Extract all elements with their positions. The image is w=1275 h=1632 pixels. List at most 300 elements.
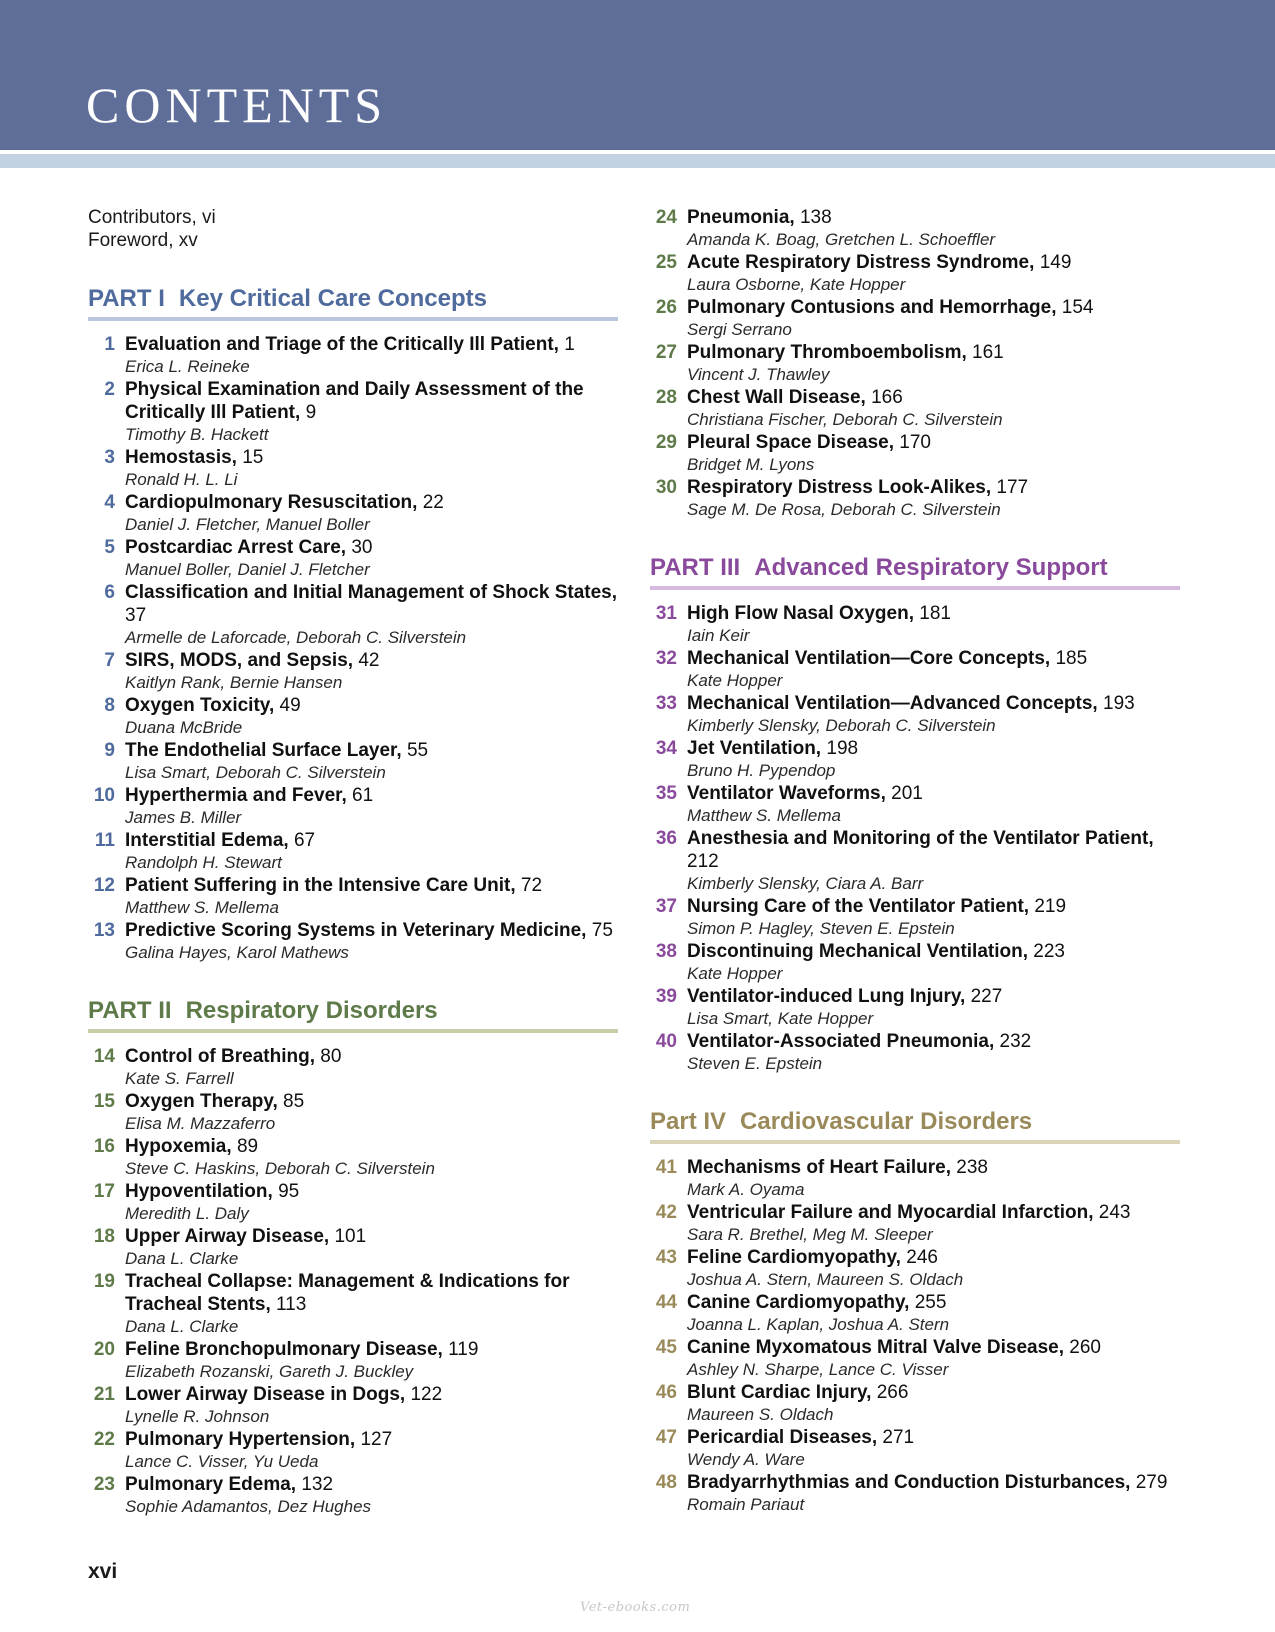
chapter-page: 42 — [358, 650, 380, 671]
chapter-title: Lower Airway Disease in Dogs, — [125, 1384, 406, 1405]
chapter-entry[interactable] — [88, 649, 618, 694]
chapter-authors: Ashley N. Sharpe, Lance C. Visser — [687, 1360, 949, 1379]
chapter-title: Canine Myxomatous Mitral Valve Disease, — [687, 1337, 1064, 1358]
chapter-page: 30 — [351, 537, 373, 558]
chapter-entry[interactable] — [650, 1246, 1180, 1291]
chapter-entry[interactable] — [650, 1336, 1180, 1381]
chapter-number: 46 — [655, 1382, 677, 1403]
part-section — [88, 284, 618, 964]
chapter-title-line — [125, 536, 618, 559]
chapter-page: 177 — [996, 477, 1029, 498]
chapter-authors: Mark A. Oyama — [687, 1180, 805, 1199]
chapter-title-line — [125, 1090, 618, 1113]
chapter-page: 9 — [305, 402, 317, 423]
chapter-number: 11 — [94, 830, 115, 851]
chapter-title-line — [687, 602, 1180, 625]
chapter-number: 20 — [93, 1339, 115, 1360]
chapter-entry[interactable] — [88, 874, 618, 919]
chapter-number: 24 — [655, 207, 677, 228]
chapter-number: 9 — [104, 740, 115, 761]
chapter-title-line — [687, 296, 1180, 319]
chapter-title-line — [687, 1246, 1180, 1269]
chapter-entry[interactable] — [650, 985, 1180, 1030]
chapter-authors: Galina Hayes, Karol Mathews — [125, 943, 349, 962]
chapter-authors: Lynelle R. Johnson — [125, 1407, 270, 1426]
chapter-entry[interactable] — [650, 251, 1180, 296]
chapter-authors: Timothy B. Hackett — [125, 425, 269, 444]
chapter-authors: Christiana Fischer, Deborah C. Silverstein — [687, 410, 1003, 429]
chapter-title-line — [687, 692, 1180, 715]
chapter-page: 243 — [1098, 1202, 1131, 1223]
chapter-page: 219 — [1034, 896, 1067, 917]
chapter-title: Classification and Initial Management of Shock States, — [125, 582, 617, 603]
chapter-title: Feline Cardiomyopathy, — [687, 1247, 901, 1268]
chapter-title: Respiratory Distress Look-Alikes, — [687, 477, 992, 498]
chapter-entry[interactable] — [650, 1201, 1180, 1246]
chapter-entry[interactable] — [88, 784, 618, 829]
chapter-page: 49 — [279, 695, 301, 716]
chapter-title: Pneumonia, — [687, 207, 795, 228]
chapter-authors: Matthew S. Mellema — [125, 898, 279, 917]
chapter-entry[interactable] — [650, 476, 1180, 521]
chapter-title-line — [687, 940, 1180, 963]
page-title: CONTENTS — [86, 77, 388, 133]
chapter-title-line — [687, 827, 1180, 873]
chapter-authors: Matthew S. Mellema — [687, 806, 841, 825]
chapter-page: 238 — [956, 1157, 988, 1178]
chapter-title: Ventilator-Associated Pneumonia, — [687, 1031, 995, 1052]
chapter-entry[interactable] — [650, 1030, 1180, 1075]
front-matter-foreword[interactable]: Foreword, xv — [88, 230, 198, 251]
part-label: PART II — [88, 997, 172, 1024]
chapter-title-line — [125, 1135, 618, 1158]
chapter-authors: Kaitlyn Rank, Bernie Hansen — [125, 673, 343, 692]
chapter-entry[interactable] — [88, 829, 618, 874]
chapter-title: Tracheal Collapse: Management & Indications for Tracheal Stents, — [125, 1271, 570, 1315]
chapter-title-line — [125, 694, 618, 717]
chapter-number: 2 — [104, 379, 115, 400]
chapter-authors: Vincent J. Thawley — [687, 365, 830, 384]
chapter-number: 38 — [655, 941, 677, 962]
chapter-title: Pulmonary Thromboembolism, — [687, 342, 967, 363]
chapter-page: 138 — [799, 207, 832, 228]
chapter-entry[interactable] — [88, 1473, 618, 1518]
chapter-entry[interactable] — [650, 1291, 1180, 1336]
chapter-number: 39 — [655, 986, 677, 1007]
chapter-entry[interactable] — [650, 431, 1180, 476]
chapter-number: 16 — [93, 1136, 115, 1157]
chapter-authors: Sophie Adamantos, Dez Hughes — [125, 1497, 372, 1516]
part-heading — [650, 1107, 1180, 1144]
chapter-page: 127 — [360, 1429, 393, 1450]
chapter-number: 14 — [93, 1046, 115, 1067]
chapter-entry[interactable] — [88, 446, 618, 491]
chapter-entry[interactable] — [88, 739, 618, 784]
chapter-title: Mechanical Ventilation—Core Concepts, — [687, 648, 1051, 669]
chapter-title: Bradyarrhythmias and Conduction Disturbances, — [687, 1472, 1131, 1493]
chapter-authors: Lance C. Visser, Yu Ueda — [125, 1452, 319, 1471]
chapter-authors: Romain Pariaut — [687, 1495, 805, 1514]
chapter-title: Control of Breathing, — [125, 1046, 315, 1067]
chapter-title-line — [687, 1426, 1180, 1449]
chapter-title: Pulmonary Edema, — [125, 1474, 297, 1495]
chapter-entry[interactable] — [88, 694, 618, 739]
chapter-number: 15 — [93, 1091, 115, 1112]
chapter-page: 37 — [125, 605, 147, 626]
chapter-entry[interactable] — [88, 1180, 618, 1225]
chapter-number: 37 — [655, 896, 677, 917]
chapter-authors: Daniel J. Fletcher, Manuel Boller — [125, 515, 370, 534]
chapter-number: 34 — [655, 738, 677, 759]
chapter-entry[interactable] — [650, 296, 1180, 341]
chapter-entry[interactable] — [88, 536, 618, 581]
chapter-title-line — [687, 1336, 1180, 1359]
chapter-authors: Steve C. Haskins, Deborah C. Silverstein — [125, 1159, 435, 1178]
chapter-number: 29 — [655, 432, 677, 453]
part-heading — [88, 284, 618, 321]
chapter-page: 212 — [687, 851, 719, 872]
chapter-authors: Sergi Serrano — [687, 320, 792, 339]
chapter-number: 42 — [655, 1202, 677, 1223]
chapter-page: 166 — [871, 387, 903, 408]
chapter-page: 223 — [1033, 941, 1065, 962]
chapter-number: 48 — [655, 1472, 677, 1493]
chapter-page: 85 — [283, 1091, 305, 1112]
chapter-title-line — [687, 251, 1180, 274]
right-parts — [650, 206, 1180, 1516]
chapter-number: 21 — [93, 1384, 115, 1405]
chapter-page: 80 — [320, 1046, 342, 1067]
chapter-title: Oxygen Toxicity, — [125, 695, 275, 716]
chapter-title-line — [687, 1201, 1180, 1224]
chapter-page: 154 — [1061, 297, 1094, 318]
chapter-authors: Kate Hopper — [687, 671, 783, 690]
chapter-number: 27 — [655, 342, 677, 363]
chapter-number: 33 — [655, 693, 677, 714]
chapter-number: 25 — [655, 252, 677, 273]
chapter-number: 13 — [93, 920, 115, 941]
chapter-title: Hypoxemia, — [125, 1136, 232, 1157]
chapter-title-line — [687, 647, 1180, 670]
chapter-title: Chest Wall Disease, — [687, 387, 866, 408]
chapter-entry[interactable] — [88, 1428, 618, 1473]
chapter-entry[interactable] — [88, 378, 618, 446]
chapter-number: 3 — [104, 447, 115, 468]
chapter-authors: Kate S. Farrell — [125, 1069, 234, 1088]
chapter-title-line — [687, 431, 1180, 454]
chapter-title-line — [125, 1180, 618, 1203]
chapter-title: Hemostasis, — [125, 447, 237, 468]
chapter-entry[interactable] — [650, 206, 1180, 251]
chapter-page: 266 — [876, 1382, 909, 1403]
chapter-title: Predictive Scoring Systems in Veterinary Medicine, — [125, 920, 587, 941]
chapter-number: 17 — [93, 1181, 115, 1202]
chapter-page: 170 — [899, 432, 931, 453]
chapter-title-line — [125, 784, 618, 807]
front-matter-contributors[interactable]: Contributors, vi — [88, 207, 216, 228]
chapter-authors: Elizabeth Rozanski, Gareth J. Buckley — [125, 1362, 414, 1381]
chapter-number: 45 — [655, 1337, 677, 1358]
chapter-authors: Kimberly Slensky, Deborah C. Silverstein — [687, 716, 996, 735]
chapter-page: 149 — [1039, 252, 1072, 273]
chapter-entry[interactable] — [88, 1090, 618, 1135]
chapter-title: Ventricular Failure and Myocardial Infarction, — [687, 1202, 1094, 1223]
chapter-entry[interactable] — [650, 1156, 1180, 1201]
chapter-entry[interactable] — [88, 1383, 618, 1428]
chapter-authors: Kimberly Slensky, Ciara A. Barr — [687, 874, 924, 893]
chapter-number: 43 — [655, 1247, 677, 1268]
chapter-authors: Lisa Smart, Deborah C. Silverstein — [125, 763, 386, 782]
chapter-number: 35 — [655, 783, 677, 804]
chapter-title: Acute Respiratory Distress Syndrome, — [687, 252, 1035, 273]
chapter-title-line — [125, 1045, 618, 1068]
chapter-title: Pleural Space Disease, — [687, 432, 895, 453]
chapter-title: Canine Cardiomyopathy, — [687, 1292, 910, 1313]
chapter-number: 18 — [93, 1226, 115, 1247]
chapter-title: The Endothelial Surface Layer, — [125, 740, 402, 761]
chapter-title-line — [125, 739, 618, 762]
chapter-page: 122 — [410, 1384, 443, 1405]
chapter-authors: Wendy A. Ware — [687, 1450, 805, 1469]
chapter-authors: Joshua A. Stern, Maureen S. Oldach — [687, 1270, 964, 1289]
chapter-number: 44 — [655, 1292, 677, 1313]
chapter-title-line — [125, 1338, 618, 1361]
chapter-number: 4 — [104, 492, 115, 513]
chapter-authors: Iain Keir — [687, 626, 750, 645]
chapter-authors: Bridget M. Lyons — [687, 455, 815, 474]
chapter-page: 185 — [1055, 648, 1088, 669]
chapter-number: 5 — [104, 537, 115, 558]
chapter-authors: Amanda K. Boag, Gretchen L. Schoeffler — [687, 230, 996, 249]
chapter-title-line — [125, 581, 618, 627]
chapter-entry[interactable] — [650, 827, 1180, 895]
chapter-title-line — [687, 782, 1180, 805]
chapter-authors: Kate Hopper — [687, 964, 783, 983]
chapter-number: 28 — [655, 387, 677, 408]
chapter-title: Pulmonary Hypertension, — [125, 1429, 356, 1450]
chapter-page: 15 — [242, 447, 264, 468]
chapter-number: 12 — [93, 875, 115, 896]
chapter-page: 246 — [906, 1247, 938, 1268]
part-title: Respiratory Disorders — [185, 997, 438, 1024]
chapter-title-line — [125, 491, 618, 514]
part-section — [650, 1107, 1180, 1516]
chapter-title: Hyperthermia and Fever, — [125, 785, 347, 806]
chapter-number: 32 — [655, 648, 677, 669]
part-label: Part IV — [650, 1108, 727, 1135]
chapter-authors: Randolph H. Stewart — [125, 853, 282, 872]
chapter-entry[interactable] — [88, 333, 618, 378]
chapter-title-line — [687, 1156, 1180, 1179]
left-parts — [88, 284, 618, 1518]
chapter-number: 19 — [93, 1271, 115, 1292]
chapter-entry[interactable] — [88, 919, 618, 964]
chapter-page: 279 — [1135, 1472, 1168, 1493]
chapter-page: 22 — [422, 492, 444, 513]
chapter-number: 1 — [104, 334, 115, 355]
chapter-number: 22 — [93, 1429, 115, 1450]
chapter-page: 198 — [826, 738, 859, 759]
chapter-title: Evaluation and Triage of the Critically Ill Patient, — [125, 334, 559, 355]
chapter-page: 67 — [293, 830, 316, 851]
chapter-title: Feline Bronchopulmonary Disease, — [125, 1339, 443, 1360]
page-number: xvi — [88, 1560, 118, 1583]
chapter-number: 23 — [93, 1474, 115, 1495]
chapter-page: 119 — [448, 1339, 479, 1360]
chapter-entry[interactable] — [650, 602, 1180, 647]
chapter-authors: Laura Osborne, Kate Hopper — [687, 275, 906, 294]
chapter-number: 41 — [655, 1157, 677, 1178]
chapter-entry[interactable] — [88, 1045, 618, 1090]
chapter-authors: Manuel Boller, Daniel J. Fletcher — [125, 560, 370, 579]
chapter-entry[interactable] — [650, 940, 1180, 985]
part-label: PART I — [88, 285, 165, 312]
chapter-entry[interactable] — [88, 1338, 618, 1383]
chapter-title: Physical Examination and Daily Assessment of the Critically Ill Patient, — [125, 379, 584, 423]
chapter-entry[interactable] — [88, 581, 618, 649]
chapter-entry[interactable] — [650, 647, 1180, 692]
chapter-page: 1 — [564, 334, 575, 355]
chapter-page: 55 — [406, 740, 429, 761]
chapter-page: 232 — [999, 1031, 1032, 1052]
chapter-entry[interactable] — [650, 895, 1180, 940]
part-title: Advanced Respiratory Support — [754, 554, 1108, 581]
part-section — [650, 553, 1180, 1075]
chapter-title: Patient Suffering in the Intensive Care Unit, — [125, 875, 516, 896]
front-matter — [88, 206, 618, 252]
chapter-number: 8 — [104, 695, 115, 716]
chapter-title-line — [687, 206, 1180, 229]
chapter-title-line — [125, 333, 618, 356]
chapter-title-line — [125, 649, 618, 672]
chapter-number: 31 — [655, 603, 677, 624]
chapter-title-line — [125, 874, 618, 897]
chapter-title: Mechanisms of Heart Failure, — [687, 1157, 951, 1178]
chapter-number: 26 — [655, 297, 677, 318]
chapter-entry[interactable] — [650, 737, 1180, 782]
chapter-title-line — [687, 1381, 1180, 1404]
contents-column-right — [650, 206, 1180, 1516]
part-label: PART III — [650, 554, 741, 581]
chapter-number: 36 — [655, 828, 677, 849]
chapter-title-line — [125, 829, 618, 852]
part-heading — [88, 996, 618, 1033]
chapter-page: 113 — [276, 1294, 307, 1315]
chapter-title: Ventilator Waveforms, — [687, 783, 886, 804]
chapter-title: Postcardiac Arrest Care, — [125, 537, 347, 558]
chapter-entry[interactable] — [650, 692, 1180, 737]
chapter-title-line — [125, 446, 618, 469]
chapter-entry[interactable] — [650, 1426, 1180, 1471]
chapter-entry[interactable] — [650, 386, 1180, 431]
chapter-entry[interactable] — [88, 1135, 618, 1180]
chapter-title-line — [687, 1291, 1180, 1314]
chapter-title-line — [125, 1225, 618, 1248]
part-title: Cardiovascular Disorders — [740, 1108, 1033, 1135]
chapter-number: 30 — [655, 477, 677, 498]
chapter-page: 227 — [970, 986, 1003, 1007]
chapter-title-line — [687, 1030, 1180, 1053]
chapter-authors: Dana L. Clarke — [125, 1317, 239, 1336]
chapter-title-line — [687, 895, 1180, 918]
chapter-title: Ventilator-induced Lung Injury, — [687, 986, 966, 1007]
chapter-page: 95 — [278, 1181, 300, 1202]
chapter-page: 61 — [352, 785, 374, 806]
chapter-authors: Sage M. De Rosa, Deborah C. Silverstein — [687, 500, 1001, 519]
chapter-number: 47 — [655, 1427, 677, 1448]
chapter-title-line — [125, 378, 618, 424]
chapter-title: Pericardial Diseases, — [687, 1427, 878, 1448]
chapter-authors: Lisa Smart, Kate Hopper — [687, 1009, 874, 1028]
chapter-title: Jet Ventilation, — [687, 738, 822, 759]
chapter-title: Mechanical Ventilation—Advanced Concepts, — [687, 693, 1098, 714]
chapter-page: 132 — [301, 1474, 334, 1495]
chapter-title-line — [125, 1270, 618, 1316]
chapter-page: 101 — [334, 1226, 367, 1247]
chapter-title-line — [125, 1383, 618, 1406]
part-section — [650, 206, 1180, 521]
chapter-entry[interactable] — [650, 782, 1180, 827]
contents-column-left — [88, 206, 618, 1518]
chapter-number: 7 — [104, 650, 115, 671]
watermark: Vet-ebooks.com — [580, 1600, 691, 1615]
chapter-title: Discontinuing Mechanical Ventilation, — [687, 941, 1028, 962]
chapter-title: Upper Airway Disease, — [125, 1226, 330, 1247]
chapter-title: Pulmonary Contusions and Hemorrhage, — [687, 297, 1057, 318]
chapter-title-line — [125, 1428, 618, 1451]
part-title: Key Critical Care Concepts — [178, 285, 487, 312]
chapter-page: 260 — [1069, 1337, 1101, 1358]
header-stripe — [0, 154, 1275, 168]
chapter-authors: Armelle de Laforcade, Deborah C. Silverstein — [125, 628, 467, 647]
chapter-title-line — [687, 341, 1180, 364]
chapter-authors: James B. Miller — [125, 808, 242, 827]
chapter-title: SIRS, MODS, and Sepsis, — [125, 650, 354, 671]
chapter-title: High Flow Nasal Oxygen, — [687, 603, 914, 624]
chapter-title: Interstitial Edema, — [125, 830, 289, 851]
chapter-title: Blunt Cardiac Injury, — [687, 1382, 872, 1403]
chapter-page: 271 — [882, 1427, 915, 1448]
chapter-page: 75 — [591, 920, 613, 941]
chapter-title-line — [687, 737, 1180, 760]
chapter-entry[interactable] — [88, 491, 618, 536]
chapter-authors: Duana McBride — [125, 718, 243, 737]
chapter-authors: Meredith L. Daly — [125, 1204, 249, 1223]
chapter-authors: Maureen S. Oldach — [687, 1405, 834, 1424]
chapter-authors: Steven E. Epstein — [687, 1054, 823, 1073]
chapter-title-line — [125, 919, 618, 942]
chapter-title-line — [687, 1471, 1180, 1494]
chapter-title: Cardiopulmonary Resuscitation, — [125, 492, 418, 513]
chapter-page: 201 — [891, 783, 923, 804]
chapter-title: Hypoventilation, — [125, 1181, 273, 1202]
chapter-page: 255 — [914, 1292, 947, 1313]
chapter-entry[interactable] — [650, 1381, 1180, 1426]
chapter-title-line — [687, 476, 1180, 499]
chapter-authors: Ronald H. L. Li — [125, 470, 238, 489]
chapter-entry[interactable] — [88, 1225, 618, 1270]
chapter-entry[interactable] — [88, 1270, 618, 1338]
chapter-page: 193 — [1103, 693, 1135, 714]
chapter-title: Oxygen Therapy, — [125, 1091, 278, 1112]
chapter-page: 181 — [919, 603, 951, 624]
chapter-entry[interactable] — [650, 341, 1180, 386]
chapter-title: Anesthesia and Monitoring of the Ventilator Patient, — [687, 828, 1154, 849]
chapter-number: 10 — [93, 785, 115, 806]
chapter-authors: Joanna L. Kaplan, Joshua A. Stern — [687, 1315, 950, 1334]
chapter-entry[interactable] — [650, 1471, 1180, 1516]
chapter-authors: Elisa M. Mazzaferro — [125, 1114, 276, 1133]
